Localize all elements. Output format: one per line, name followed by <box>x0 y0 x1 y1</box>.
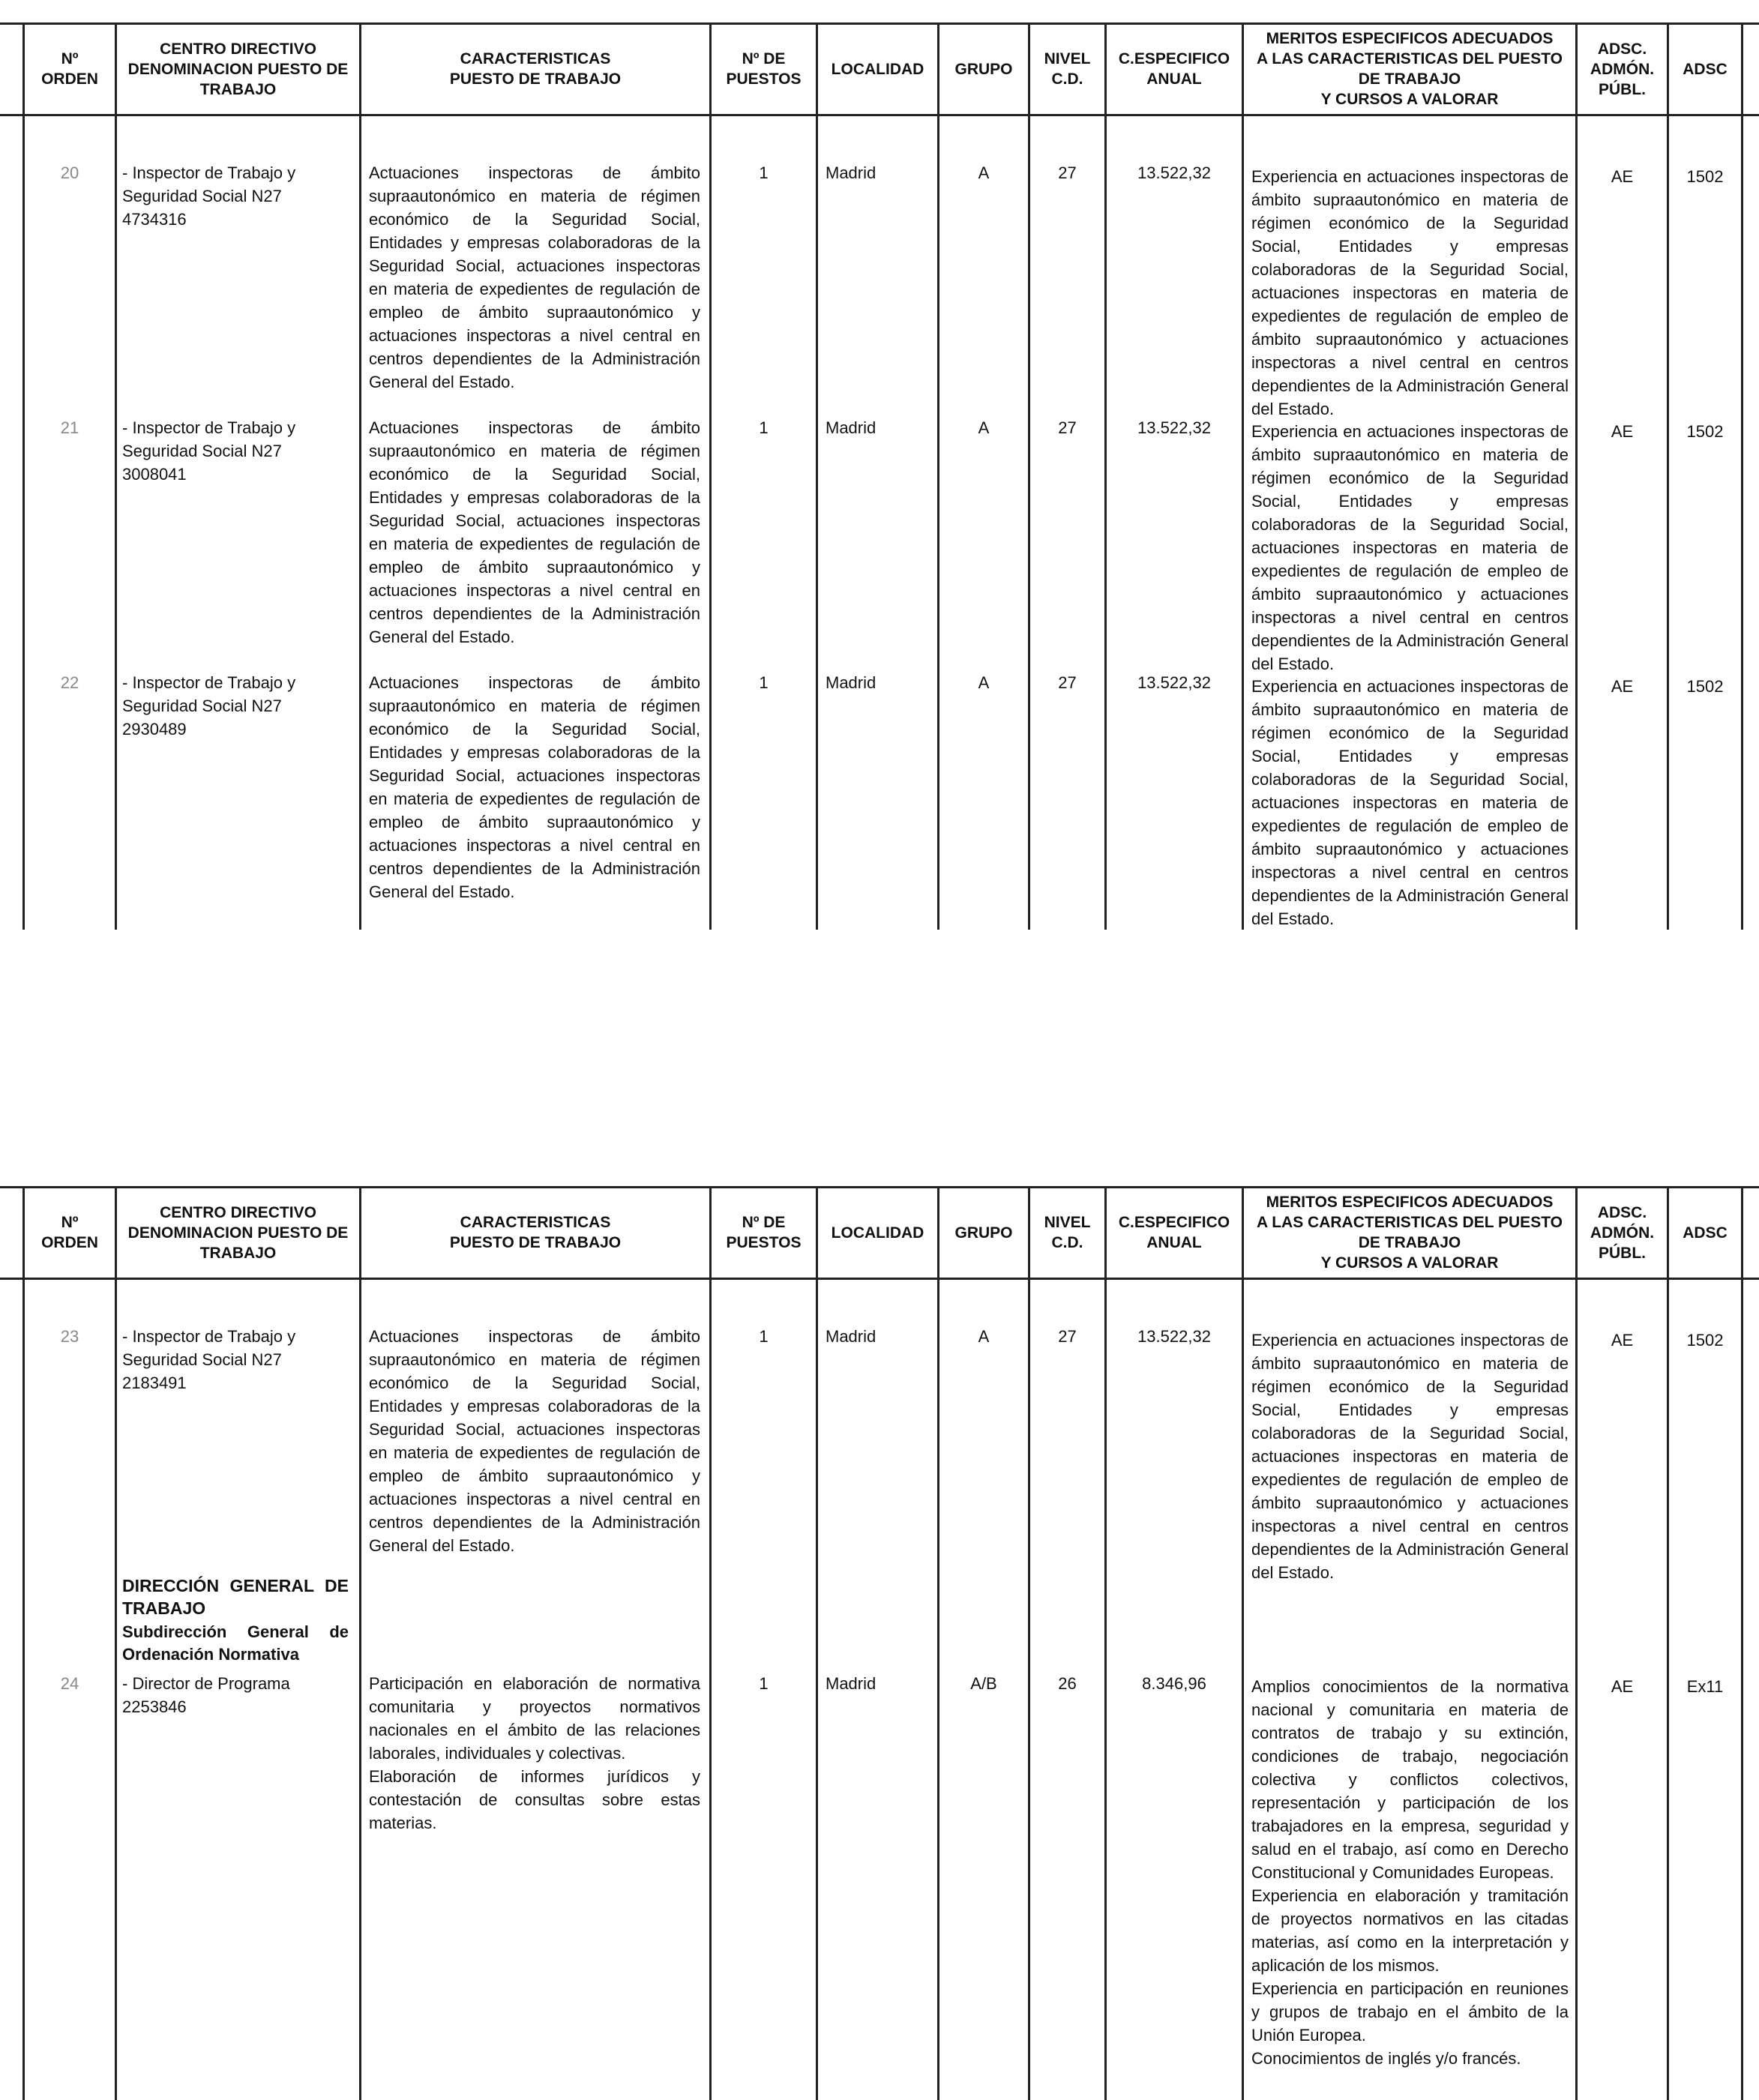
row-meritos: Experiencia en actuaciones inspectoras de ámbito supraautonómico en materia de régimen económico de la Seguridad Social, Entidades y empresas colaboradoras de la Seguridad Social, actuaciones inspectoras en materia de expedientes de regulación de empleo de ámbito supraautonómico y actuaciones inspectoras a nivel central en centros dependientes de la Administración General del Estado. <box>1251 1331 1569 1582</box>
row-caracteristicas: Actuaciones inspectoras de ámbito supraautonómico en materia de régimen económico de la Seguridad Social, Entidades y empresas colaboradoras de la Seguridad Social, actuaciones inspectoras en materia de expedientes de regulación de empleo de ámbito supraautonómico y actuaciones inspectoras a nivel central en centros dependientes de la Administración General del Estado. <box>369 1327 700 1555</box>
col-divider <box>359 22 361 930</box>
col-divider <box>937 22 939 930</box>
col-divider <box>22 22 25 930</box>
row-meritos: Experiencia en actuaciones inspectoras de ámbito supraautonómico en materia de régimen económico de la Seguridad Social, Entidades y empresas colaboradoras de la Seguridad Social, actuaciones inspectoras en materia de expedientes de regulación de empleo de ámbito supraautonómico y actuaciones inspectoras a nivel central en centros dependientes de la Administración General del Estado. <box>1251 167 1569 418</box>
row-num-puestos: 1 <box>759 163 769 182</box>
section-title-direccion-general: DIRECCIÓN GENERAL DE TRABAJO <box>122 1576 349 1618</box>
row-especifico: 13.522,32 <box>1137 1327 1211 1346</box>
positions-table-top <box>0 22 1759 930</box>
row-adsc-admon: AE <box>1611 677 1634 696</box>
row-caracteristicas: Actuaciones inspectoras de ámbito supraautonómico en materia de régimen económico de la Seguridad Social, Entidades y empresas colaboradoras de la Seguridad Social, actuaciones inspectoras en materia de expedientes de regulación de empleo de ámbito supraautonómico y actuaciones inspectoras a nivel central en centros dependientes de la Administración General del Estado. <box>369 673 700 901</box>
header-grupo: GRUPO <box>954 60 1013 78</box>
row-localidad: Madrid <box>826 163 877 182</box>
col-divider <box>937 1186 939 2100</box>
section-subtitle-subdireccion: Subdirección General de Ordenación Normativa <box>122 1622 349 1664</box>
col-divider <box>816 1186 818 2100</box>
header-centro-directivo: CENTRO DIRECTIVO DENOMINACION PUESTO DE TRABAJO <box>127 1203 349 1262</box>
row-nivel: 27 <box>1058 418 1077 437</box>
row-localidad: Madrid <box>826 1674 877 1693</box>
row-caracteristicas: Actuaciones inspectoras de ámbito supraautonómico en materia de régimen económico de la Seguridad Social, Entidades y empresas colaboradoras de la Seguridad Social, actuaciones inspectoras en materia de expedientes de regulación de empleo de ámbito supraautonómico y actuaciones inspectoras a nivel central en centros dependientes de la Administración General del Estado. <box>369 163 700 391</box>
col-divider <box>1104 1186 1107 2100</box>
row-adsc: 1502 <box>1686 1331 1724 1350</box>
col-divider <box>1104 22 1107 930</box>
row-orden: 20 <box>60 163 79 182</box>
row-num-puestos: 1 <box>759 1327 769 1346</box>
row-num-puestos: 1 <box>759 1674 769 1693</box>
col-divider <box>709 1186 712 2100</box>
header-localidad: LOCALIDAD <box>831 60 924 78</box>
row-adsc: Ex11 <box>1686 1677 1724 1696</box>
header-num-puestos: Nº DE PUESTOS <box>726 50 802 88</box>
row-grupo: A <box>978 673 990 692</box>
col-divider <box>22 1186 25 2100</box>
col-divider <box>709 22 712 930</box>
header-caracteristicas: CARACTERISTICAS PUESTO DE TRABAJO <box>449 1214 622 1251</box>
header-especifico: C.ESPECIFICO ANUAL <box>1118 50 1230 88</box>
row-adsc: 1502 <box>1686 167 1724 186</box>
row-grupo: A <box>978 1327 990 1346</box>
col-divider <box>115 1186 117 2100</box>
header-meritos: MERITOS ESPECIFICOS ADECUADOS A LAS CARACTERISTICAS DEL PUESTO DE TRABAJO Y CURSOS A VALORAR <box>1257 30 1563 108</box>
header-adsc: ADSC <box>1683 1224 1728 1242</box>
col-divider <box>1575 1186 1578 2100</box>
col-divider <box>1575 22 1578 930</box>
row-nivel: 26 <box>1058 1674 1077 1693</box>
header-caracteristicas: CARACTERISTICAS PUESTO DE TRABAJO <box>449 50 622 88</box>
header-localidad: LOCALIDAD <box>831 1224 924 1242</box>
row-puesto: - Inspector de Trabajo y Seguridad Social N27 2183491 <box>122 1327 296 1392</box>
header-adsc-admon: ADSC. ADMÓN. PÚBL. <box>1590 40 1655 98</box>
row-meritos: Experiencia en actuaciones inspectoras de ámbito supraautonómico en materia de régimen económico de la Seguridad Social, Entidades y empresas colaboradoras de la Seguridad Social, actuaciones inspectoras en materia de expedientes de regulación de empleo de ámbito supraautonómico y actuaciones inspectoras a nivel central en centros dependientes de la Administración General del Estado. <box>1251 677 1569 928</box>
positions-table-bottom <box>0 1186 1759 2100</box>
row-num-puestos: 1 <box>759 673 769 692</box>
row-adsc: 1502 <box>1686 422 1724 441</box>
row-adsc: 1502 <box>1686 677 1724 696</box>
header-adsc: ADSC <box>1683 60 1728 78</box>
row-meritos: Experiencia en actuaciones inspectoras de ámbito supraautonómico en materia de régimen económico de la Seguridad Social, Entidades y empresas colaboradoras de la Seguridad Social, actuaciones inspectoras en materia de expedientes de regulación de empleo de ámbito supraautonómico y actuaciones inspectoras a nivel central en centros dependientes de la Administración General del Estado. <box>1251 422 1569 673</box>
row-grupo: A <box>978 163 990 182</box>
col-divider <box>115 22 117 930</box>
row-caracteristicas: Actuaciones inspectoras de ámbito supraautonómico en materia de régimen económico de la Seguridad Social, Entidades y empresas colaboradoras de la Seguridad Social, actuaciones inspectoras en materia de expedientes de regulación de empleo de ámbito supraautonómico y actuaciones inspectoras a nivel central en centros dependientes de la Administración General del Estado. <box>369 418 700 646</box>
row-orden: 24 <box>60 1674 79 1693</box>
row-adsc-admon: AE <box>1611 1677 1634 1696</box>
col-divider <box>1741 22 1743 930</box>
row-puesto: - Director de Programa 2253846 <box>122 1674 290 1716</box>
header-grupo: GRUPO <box>954 1224 1013 1242</box>
row-puesto: - Inspector de Trabajo y Seguridad Social N27 2930489 <box>122 673 296 738</box>
row-orden: 23 <box>60 1327 79 1346</box>
row-puesto: - Inspector de Trabajo y Seguridad Social N27 4734316 <box>122 163 296 229</box>
header-orden: Nº ORDEN <box>41 50 98 88</box>
row-puesto: - Inspector de Trabajo y Seguridad Social N27 3008041 <box>122 418 296 484</box>
col-divider <box>816 22 818 930</box>
header-orden: Nº ORDEN <box>41 1214 98 1251</box>
header-nivel: NIVEL C.D. <box>1044 1214 1091 1251</box>
header-nivel: NIVEL C.D. <box>1044 50 1091 88</box>
row-nivel: 27 <box>1058 163 1077 182</box>
header-especifico: C.ESPECIFICO ANUAL <box>1118 1214 1230 1251</box>
row-meritos: Amplios conocimientos de la normativa nacional y comunitaria en materia de contratos de trabajo y su extinción, condiciones de trabajo, negociación colectiva y conflictos colectivos, representación y participación de los trabajadores en la empresa, seguridad y salud en el trabajo, así como en Derecho Constitucional y Comunidades Europeas. Experiencia en elaboración y tramitación de proyectos normativos en las citadas materias, así como en la interpretación y aplicación de los mismos. Experiencia en participación en reuniones y grupos de trabajo en el ámbito de la Unión Europea. Conocimientos de inglés y/o francés. <box>1251 1677 1569 2068</box>
row-grupo: A <box>978 418 990 437</box>
col-divider <box>1667 22 1669 930</box>
header-centro-directivo: CENTRO DIRECTIVO DENOMINACION PUESTO DE TRABAJO <box>127 40 349 98</box>
row-orden: 22 <box>60 673 79 692</box>
col-divider <box>1028 22 1030 930</box>
col-divider <box>1242 1186 1244 2100</box>
row-orden: 21 <box>60 418 79 437</box>
row-caracteristicas: Participación en elaboración de normativa comunitaria y proyectos normativos nacionales en el ámbito de las relaciones laborales, individuales y colectivas. Elaboración de informes jurídicos y contestación de consultas sobre estas materias. <box>369 1674 700 1832</box>
col-divider <box>1242 22 1244 930</box>
col-divider <box>1741 1186 1743 2100</box>
header-meritos: MERITOS ESPECIFICOS ADECUADOS A LAS CARACTERISTICAS DEL PUESTO DE TRABAJO Y CURSOS A VALORAR <box>1257 1194 1563 1272</box>
row-localidad: Madrid <box>826 673 877 692</box>
row-especifico: 8.346,96 <box>1142 1674 1206 1693</box>
col-divider <box>1667 1186 1669 2100</box>
row-num-puestos: 1 <box>759 418 769 437</box>
col-divider <box>1028 1186 1030 2100</box>
header-adsc-admon: ADSC. ADMÓN. PÚBL. <box>1590 1203 1655 1262</box>
row-grupo: A/B <box>970 1674 997 1693</box>
row-especifico: 13.522,32 <box>1137 418 1211 437</box>
row-nivel: 27 <box>1058 673 1077 692</box>
row-especifico: 13.522,32 <box>1137 163 1211 182</box>
row-nivel: 27 <box>1058 1327 1077 1346</box>
row-especifico: 13.522,32 <box>1137 673 1211 692</box>
row-adsc-admon: AE <box>1611 167 1634 186</box>
row-localidad: Madrid <box>826 1327 877 1346</box>
col-divider <box>359 1186 361 2100</box>
row-adsc-admon: AE <box>1611 1331 1634 1350</box>
row-adsc-admon: AE <box>1611 422 1634 441</box>
row-localidad: Madrid <box>826 418 877 437</box>
header-num-puestos: Nº DE PUESTOS <box>726 1214 802 1251</box>
